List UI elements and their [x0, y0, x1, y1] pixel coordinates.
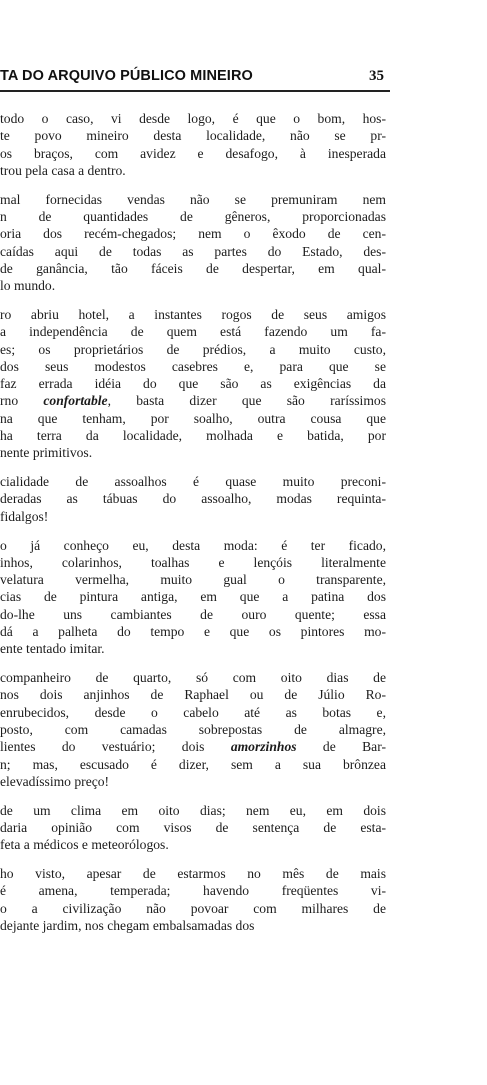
- text-line: [0, 473, 386, 490]
- text-line: [0, 802, 386, 819]
- page-number: 35: [369, 68, 384, 84]
- text-line: [0, 110, 386, 127]
- text-line: [0, 819, 386, 836]
- text-run: es; os proprietários de prédios, a muito custo,: [0, 341, 386, 357]
- text-run: é amena, temperada; havendo freqüentes vi-: [0, 883, 386, 899]
- text-line: [0, 554, 386, 571]
- text-line: [0, 917, 386, 934]
- text-run: mal fornecidas vendas não se premuniram nem: [0, 191, 386, 207]
- text-run: ho visto, apesar de estarmos no mês de mais: [0, 866, 386, 882]
- text-line: [0, 444, 386, 461]
- text-run: do-lhe uns cambiantes de ouro quente; essa: [0, 606, 386, 622]
- header-rule: [0, 90, 390, 92]
- text-run: deradas as tábuas do assoalho, modas requinta-: [0, 491, 386, 507]
- text-run: cialidade de assoalhos é quase muito preconi-: [0, 474, 386, 490]
- text-run: enrubecidos, desde o cabelo até as botas e,: [0, 704, 386, 720]
- text-line: [0, 375, 386, 392]
- text-line: [0, 306, 386, 323]
- text-line: [0, 145, 386, 162]
- text-line: [0, 721, 386, 738]
- text-run: feta a médicos e meteorólogos.: [0, 837, 169, 853]
- text-run: lo mundo.: [0, 278, 56, 294]
- text-line: [0, 392, 386, 409]
- text-run: ente tentado imitar.: [0, 641, 105, 657]
- running-title: TA DO ARQUIVO PÚBLICO MINEIRO: [0, 68, 253, 84]
- text-run: inhos, colarinhos, toalhas e lençóis literalmente: [0, 554, 386, 570]
- text-line: [0, 323, 386, 340]
- text-line: [0, 162, 386, 179]
- text-run: posto, com camadas sobrepostas de almagre,: [0, 722, 386, 737]
- text-run: dos seus modestos casebres e, para que se: [0, 358, 386, 374]
- text-run: de Bar-: [296, 739, 386, 755]
- text-run: a independência de quem está fazendo um fa-: [0, 324, 386, 340]
- text-run: fidalgos!: [0, 508, 49, 524]
- text-line: [0, 571, 386, 588]
- text-run: te povo mineiro desta localidade, não se pr-: [0, 128, 386, 144]
- paragraph: [0, 865, 386, 934]
- text-run: ha terra da localidade, molhada e batida, por: [0, 428, 386, 444]
- text-line: [0, 606, 386, 623]
- text-run: todo o caso, vi desde logo, é que o bom, hos-: [0, 111, 386, 126]
- text-line: [0, 508, 386, 525]
- paragraph: [0, 306, 386, 462]
- text-line: [0, 191, 386, 208]
- text-run: n; mas, escusado é dizer, sem a sua brônzea: [0, 756, 386, 772]
- italic-term: confortable: [43, 393, 108, 409]
- text-line: [0, 669, 386, 686]
- text-line: [0, 588, 386, 605]
- text-run: dá a palheta do tempo e que os pintores mo-: [0, 624, 386, 640]
- text-line: [0, 410, 386, 427]
- text-line: [0, 260, 386, 277]
- text-line: [0, 243, 386, 260]
- text-line: [0, 704, 386, 721]
- text-line: [0, 865, 386, 882]
- text-line: [0, 208, 386, 225]
- text-run: , basta dizer que são raríssimos: [107, 393, 386, 409]
- text-line: [0, 537, 386, 554]
- text-run: nente primitivos.: [0, 445, 93, 461]
- text-run: cias de pintura antiga, em que a patina dos: [0, 589, 386, 605]
- paragraph: [0, 537, 386, 658]
- text-run: o já conheço eu, desta moda: é ter ficado,: [0, 537, 386, 553]
- text-run: trou pela casa a dentro.: [0, 162, 126, 178]
- text-run: caídas aqui de todas as partes do Estado, des-: [0, 243, 386, 259]
- paragraph: [0, 669, 386, 790]
- text-line: [0, 756, 386, 773]
- text-line: [0, 836, 386, 853]
- text-line: [0, 341, 386, 358]
- text-line: [0, 773, 386, 790]
- text-run: n de quantidades de gêneros, proporcionadas: [0, 208, 386, 224]
- text-run: faz errada idéia do que são as exigências da: [0, 376, 386, 392]
- text-line: [0, 358, 386, 375]
- paragraph: [0, 802, 386, 854]
- text-line: [0, 427, 386, 444]
- text-run: de ganância, tão fáceis de despertar, em qual-: [0, 260, 386, 276]
- text-line: [0, 900, 386, 917]
- text-run: velatura vermelha, muito gual o transparente,: [0, 572, 386, 588]
- text-line: [0, 277, 386, 294]
- text-run: elevadíssimo preço!: [0, 773, 110, 789]
- text-run: o a civilização não povoar com milhares de: [0, 900, 386, 916]
- text-line: [0, 623, 386, 640]
- text-run: nos dois anjinhos de Raphael ou de Júlio Ro-: [0, 687, 386, 703]
- text-line: [0, 225, 386, 242]
- text-run: oria dos recém-chegados; nem o êxodo de cen-: [0, 226, 386, 242]
- text-run: lientes do vestuário; dois: [0, 739, 231, 755]
- text-line: [0, 686, 386, 703]
- text-line: [0, 882, 386, 899]
- text-run: daria opinião com visos de sentença de esta-: [0, 819, 386, 835]
- text-run: na que tenham, por soalho, outra cousa que: [0, 410, 386, 426]
- text-run: rno: [0, 393, 44, 409]
- text-line: [0, 490, 386, 507]
- paragraph: [0, 191, 386, 295]
- paragraph: [0, 110, 386, 179]
- paragraph: [0, 473, 386, 525]
- text-run: de um clima em oito dias; nem eu, em dois: [0, 802, 386, 818]
- text-run: os braços, com avidez e desafogo, à inesperada: [0, 145, 386, 161]
- text-run: dejante jardim, nos chegam embalsamadas dos: [0, 917, 255, 933]
- body-text: [0, 110, 386, 946]
- italic-term: amorzinhos: [230, 739, 297, 755]
- text-line: [0, 127, 386, 144]
- text-line: [0, 640, 386, 657]
- text-line: [0, 738, 386, 755]
- text-run: ro abriu hotel, a instantes rogos de seus amigos: [0, 306, 386, 322]
- text-run: companheiro de quarto, só com oito dias de: [0, 670, 386, 686]
